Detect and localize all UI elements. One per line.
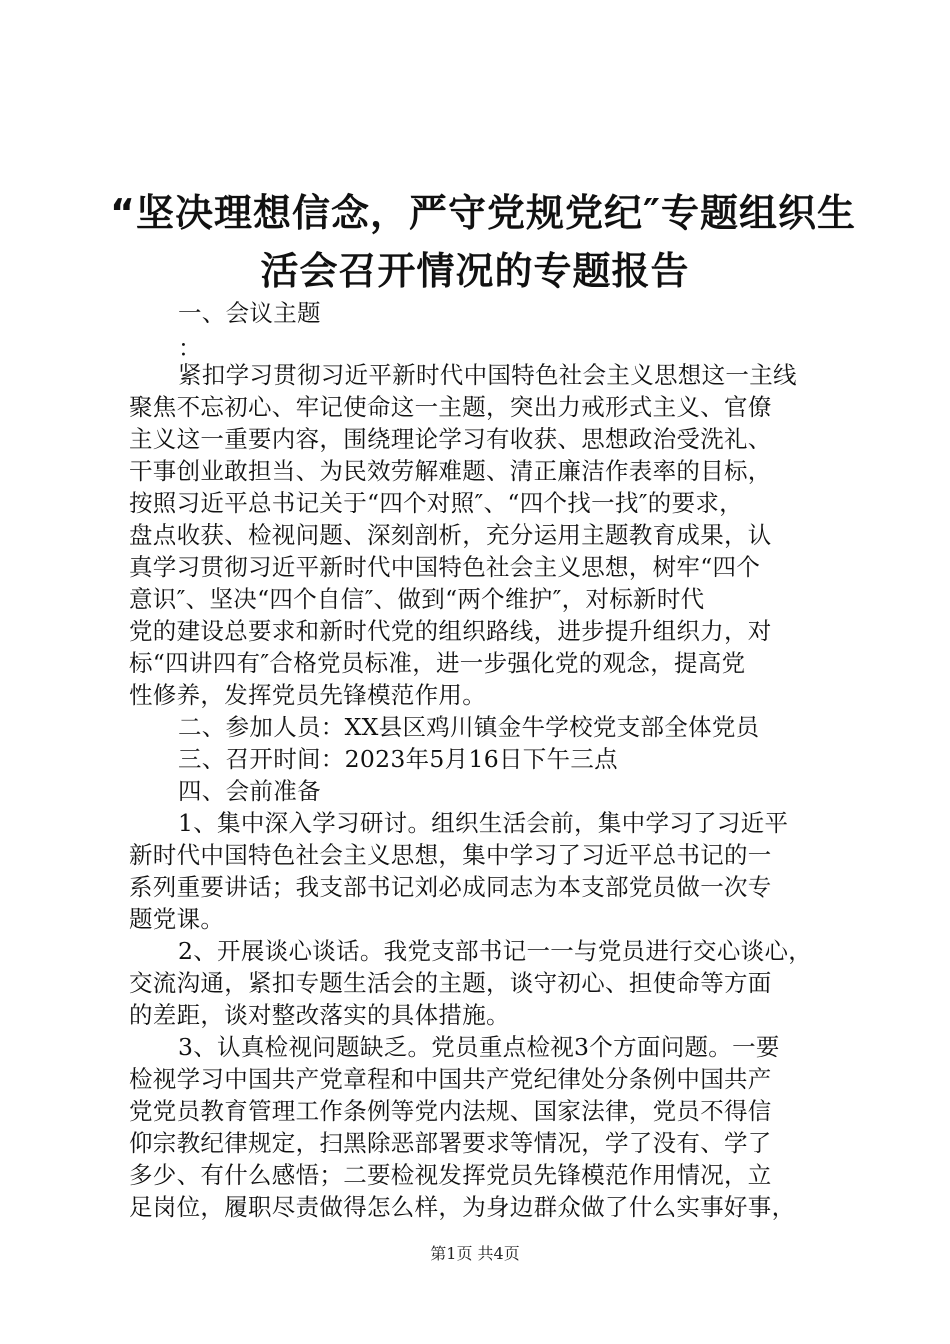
body-line: 真学习贯彻习近平新时代中国特色社会主义思想，树牢“四个 xyxy=(129,553,761,581)
body-line: 新时代中国特色社会主义思想，集中学习了习近平总书记的一 xyxy=(129,841,772,869)
document-title-line-1: “坚决理想信念，严守党规党纪″专题组织生 xyxy=(110,191,856,235)
body-line: 聚焦不忘初心、牢记使命这一主题，突出力戒形式主义、官僚 xyxy=(129,393,772,421)
body-line: 党党员教育管理工作条例等党内法规、国家法律，党员不得信 xyxy=(129,1097,772,1125)
body-line: 检视学习中国共产党章程和中国共产党纪律处分条例中国共产 xyxy=(129,1065,772,1093)
body-line: ： xyxy=(178,334,202,362)
body-line: 党的建设总要求和新时代党的组织路线，进步提升组织力，对 xyxy=(129,617,772,645)
body-line: 系列重要讲话；我支部书记刘必成同志为本支部党员做一次专 xyxy=(129,873,772,901)
body-line: 2、开展谈心谈话。我党支部书记一一与党员进行交心谈心， xyxy=(178,937,813,965)
body-line: 多少、有什么感悟；二要检视发挥党员先锋模范作用情况，立 xyxy=(129,1161,772,1189)
document-title-line-2: 活会召开情况的专题报告 xyxy=(260,249,690,293)
body-line: 性修养，发挥党员先锋模范作用。 xyxy=(129,681,486,709)
body-line: 足岗位，履职尽责做得怎么样，为身边群众做了什么实事好事， xyxy=(129,1193,796,1221)
body-line: 1、集中深入学习研讨。组织生活会前，集中学习了习近平 xyxy=(178,809,789,837)
body-line: 题党课。 xyxy=(129,905,225,933)
body-line: 按照习近平总书记关于“四个对照″、“四个找一找″的要求， xyxy=(129,489,743,517)
section-heading-attendees: 二、参加人员：XX县区鸡川镇金牛学校党支部全体党员 xyxy=(178,713,760,741)
page-footer: 第1页 共4页 xyxy=(430,1244,520,1263)
body-line: 标“四讲四有″合格党员标准，进一步强化党的观念，提高党 xyxy=(129,649,746,677)
section-heading-time: 三、召开时间：2023年5月16日下午三点 xyxy=(178,745,618,773)
section-heading-preparation: 四、会前准备 xyxy=(178,777,321,805)
body-line: 主义这一重要内容，围绕理论学习有收获、思想政治受洗礼、 xyxy=(129,425,772,453)
body-line: 3、认真检视问题缺乏。党员重点检视3个方面问题。一要 xyxy=(178,1033,780,1061)
body-line: 盘点收获、检视问题、深刻剖析，充分运用主题教育成果，认 xyxy=(129,521,772,549)
body-line: 仰宗教纪律规定，扫黑除恶部署要求等情况，学了没有、学了 xyxy=(129,1129,772,1157)
body-line: 干事创业敢担当、为民效劳解难题、清正廉洁作表率的目标， xyxy=(129,457,772,485)
body-line: 意识″、坚决“四个自信″、做到“两个维护″，对标新时代 xyxy=(129,585,705,613)
body-line: 紧扣学习贯彻习近平新时代中国特色社会主义思想这一主线 xyxy=(178,361,797,389)
body-line: 交流沟通，紧扣专题生活会的主题，谈守初心、担使命等方面 xyxy=(129,969,772,997)
body-line: 的差距，谈对整改落实的具体措施。 xyxy=(129,1001,510,1029)
section-heading-topic: 一、会议主题 xyxy=(178,299,321,327)
